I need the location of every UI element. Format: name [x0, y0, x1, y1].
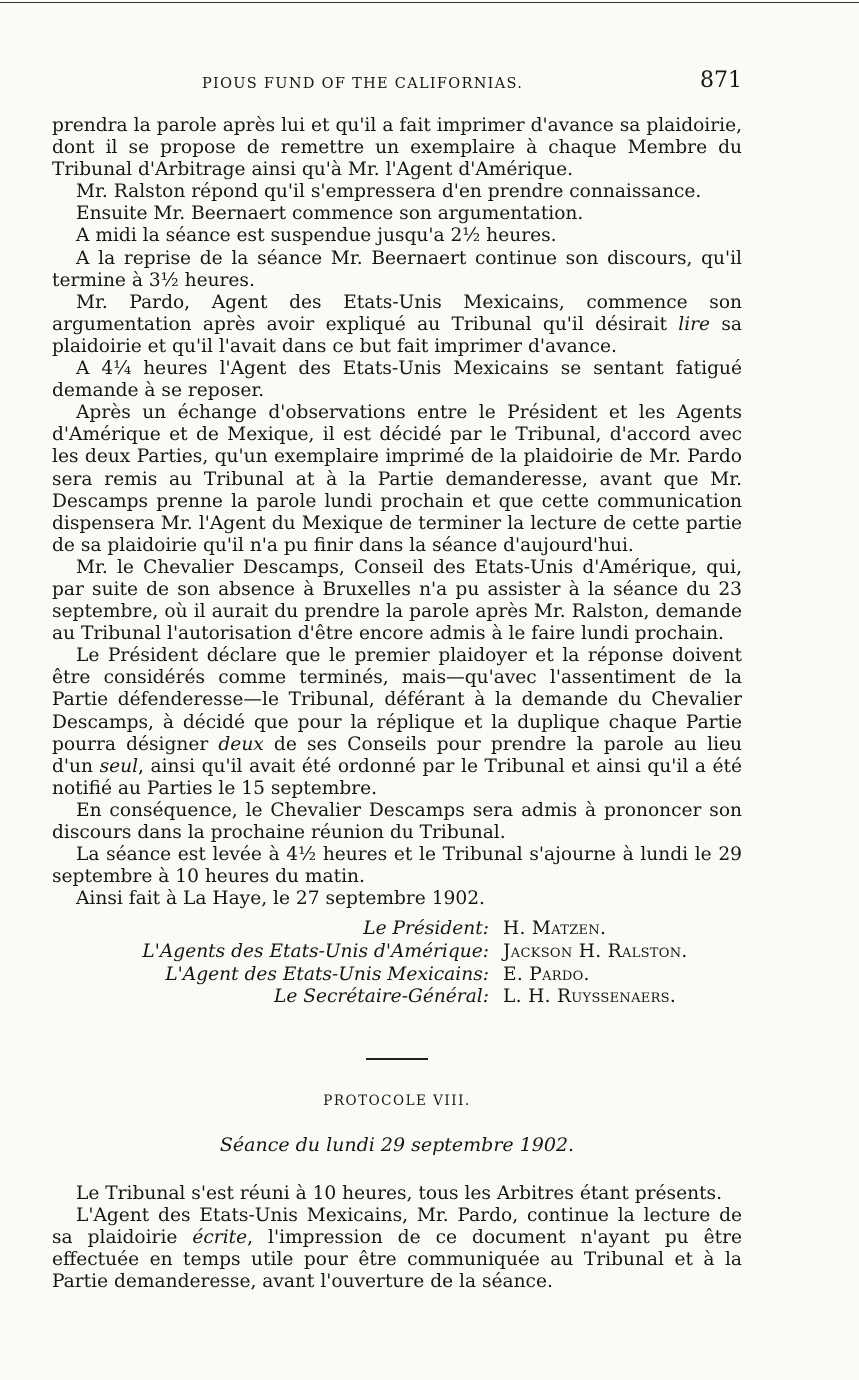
- paragraph: Ainsi fait à La Haye, le 27 septembre 1902.: [76, 888, 485, 910]
- signature-row: [52, 964, 742, 987]
- text-run: L'Agent des Etats-Unis Mexicains, Mr. Pardo, continue la lecture de sa plaidoirie: [52, 1205, 742, 1249]
- signature-name: Jackson H. Ralston.: [503, 940, 688, 962]
- italic-run: écrite: [192, 1227, 248, 1249]
- paragraph: Après un échange d'observations entre le Président et les Agents d'Amérique et de Mexique, il est décidé par le Tribunal, d'accord avec les deux Parties, qu'un exemplaire imprimé de la plaidoirie de Mr. Pardo sera remis au Tribunal at à la Partie demanderesse, avant que Mr. Descamps prenne la parole lundi prochain et que cette communication dispensera Mr. l'Agent du Mexique de terminer la lecture de cette partie de sa plaidoirie qu'il n'a pu finir dans la séance d'aujourd'hui.: [52, 402, 742, 556]
- text-run: , ainsi qu'il avait été ordonné par le Tribunal et ainsi qu'il a été notifié au Parties le 15 septembre.: [52, 755, 743, 799]
- paragraph: La séance est levée à 4½ heures et le Tribunal s'ajourne à lundi le 29 septembre à 10 heures du matin.: [52, 844, 742, 888]
- paragraph: prendra la parole après lui et qu'il a fait imprimer d'avance sa plaidoirie, dont il se propose de remettre un exemplaire à chaque Membre du Tribunal d'Arbitrage ainsi qu'à Mr. l'Agent d'Amérique.: [52, 115, 742, 181]
- signature-label: L'Agent des Etats-Unis Mexicains:: [165, 963, 489, 985]
- italic-run: lire: [678, 313, 711, 335]
- text-run: Le Président déclare que le premier plaidoyer et la réponse doivent être considérés comme terminés, mais—qu'avec l'assentiment de la Partie défenderesse—le Tribunal, déférant à la demande du Chevalier Descamps, à décidé que pour la réplique et la duplique chaque Partie pourra désigner: [52, 645, 742, 755]
- signature-row: [52, 986, 742, 1009]
- paragraph: A 4¼ heures l'Agent des Etats-Unis Mexicains se sentant fatigué demande à se reposer.: [52, 358, 742, 402]
- paragraph-pardo: [52, 292, 742, 358]
- page-body: [52, 115, 742, 1293]
- paragraph: Le Tribunal s'est réuni à 10 heures, tous les Arbitres étant présents.: [76, 1182, 722, 1204]
- italic-run: seul: [99, 755, 139, 777]
- signature-row: [52, 941, 742, 964]
- signature-name: L. H. Ruyssenaers.: [503, 986, 677, 1008]
- top-rule: [0, 2, 859, 3]
- paragraph: A midi la séance est suspendue jusqu'a 2½ heures.: [76, 225, 557, 247]
- section-divider: [366, 1058, 428, 1060]
- page-number: 871: [700, 68, 742, 93]
- session-title: Séance du lundi 29 septembre 1902.: [219, 1133, 575, 1156]
- signature-label: L'Agents des Etats-Unis d'Amérique:: [142, 940, 489, 962]
- paragraph: Mr. le Chevalier Descamps, Conseil des Etats-Unis d'Amérique, qui, par suite de son absence à Bruxelles n'a pu assister à la séance du 23 septembre, où il aurait du prendre la parole après Mr. Ralston, demande au Tribunal l'autorisation d'être encore admis à le faire lundi prochain.: [52, 556, 742, 645]
- text-run: , l'impression de ce document n'ayant pu être effectuée en temps utile pour être communiquée au Tribunal et à la Partie demanderesse, avant l'ouverture de la séance.: [52, 1227, 742, 1293]
- running-head: PIOUS FUND OF THE CALIFORNIAS.: [202, 76, 524, 92]
- signature-label: Le Secrétaire-Général:: [273, 986, 489, 1008]
- paragraph: Ensuite Mr. Beernaert commence son argumentation.: [76, 203, 584, 225]
- paragraph: Mr. Ralston répond qu'il s'empressera d'en prendre connaissance.: [76, 181, 702, 203]
- text-run: Mr. Pardo, Agent des Etats-Unis Mexicains, commence son argumentation après avoir expliqué au Tribunal qu'il désirait: [52, 291, 742, 335]
- text-run: de ses Conseils pour prendre la parole au lieu d'un: [52, 733, 743, 777]
- protocol-title: PROTOCOLE VIII.: [323, 1092, 471, 1109]
- italic-run: deux: [218, 733, 264, 755]
- paragraph: A la reprise de la séance Mr. Beernaert continue son discours, qu'il termine à 3½ heures.: [52, 247, 742, 291]
- signature-label: Le Président:: [363, 918, 489, 940]
- paragraph-reading: [52, 1205, 742, 1293]
- text-run: sa plaidoirie et qu'il l'avait dans ce but fait imprimer d'avance.: [52, 313, 742, 357]
- signature-name: H. Matzen.: [503, 918, 607, 940]
- signature-block: [52, 918, 742, 1008]
- paragraph-president: [52, 645, 742, 800]
- signature-row: [52, 918, 742, 941]
- page-header: [52, 66, 742, 98]
- paragraph: En conséquence, le Chevalier Descamps sera admis à prononcer son discours dans la prochaine réunion du Tribunal.: [52, 799, 742, 843]
- signature-name: E. Pardo.: [503, 963, 590, 985]
